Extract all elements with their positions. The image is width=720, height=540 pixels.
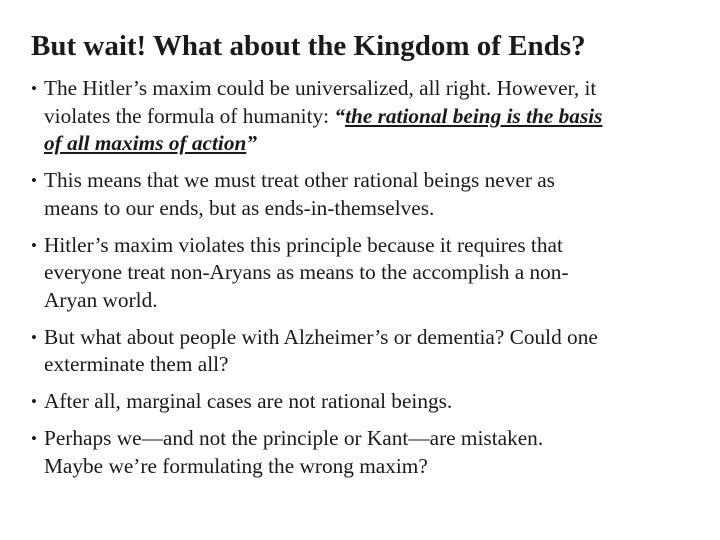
bullet-1-line-2 [44, 103, 703, 131]
bullet-3-line-1: Hitler’s maxim violates this principle because it requires that [44, 232, 563, 257]
bullet-item-4 [31, 324, 703, 379]
bullet-3-line-2: everyone treat non-Aryans as means to the accomplish a non- [44, 260, 569, 284]
bullet-1-line-3 [44, 130, 703, 158]
bullet-5-line-1: After all, marginal cases are not rational beings. [44, 389, 453, 413]
bullet-glyph: • [31, 235, 37, 255]
bullet-glyph: • [31, 392, 37, 411]
bullet-2-line-1: This means that we must treat other rational beings never as [44, 168, 555, 192]
bullet-1-line-2-text: violates the formula of humanity: [44, 103, 335, 128]
bullet-3-line-3: Aryan world. [44, 287, 158, 312]
bullet-6-line-2: Maybe we’re formulating the wrong maxim? [44, 453, 428, 478]
bullet-item-2 [31, 167, 703, 222]
bullet-item-3 [31, 232, 703, 315]
bullet-1-emphasis-part-2: of all maxims of action [44, 131, 247, 155]
bullet-glyph: • [31, 429, 37, 448]
bullet-1-open-quote: “ [334, 103, 346, 128]
slide-title: But wait! What about the Kingdom of Ends? [31, 30, 586, 62]
bullet-2-line-2: means to our ends, but as ends-in-themselves. [44, 195, 435, 220]
bullet-item-5 [31, 388, 703, 416]
bullet-list [31, 75, 703, 490]
bullet-1-emphasis-part-1: the rational being is the basis [345, 103, 603, 128]
bullet-item-1 [31, 75, 703, 158]
bullet-1-close-quote: ” [246, 131, 257, 155]
bullet-4-line-2: exterminate them all? [44, 352, 229, 376]
bullet-item-6 [31, 425, 703, 480]
bullet-glyph: • [31, 171, 37, 190]
bullet-glyph: • [31, 79, 37, 98]
bullet-1-line-1: The Hitler’s maxim could be universalized, all right. However, it [44, 76, 597, 100]
bullet-6-line-1: Perhaps we—and not the principle or Kant—are mistaken. [44, 426, 544, 450]
bullet-4-line-1: But what about people with Alzheimer’s or dementia? Could one [44, 324, 598, 349]
bullet-glyph: • [31, 327, 37, 347]
